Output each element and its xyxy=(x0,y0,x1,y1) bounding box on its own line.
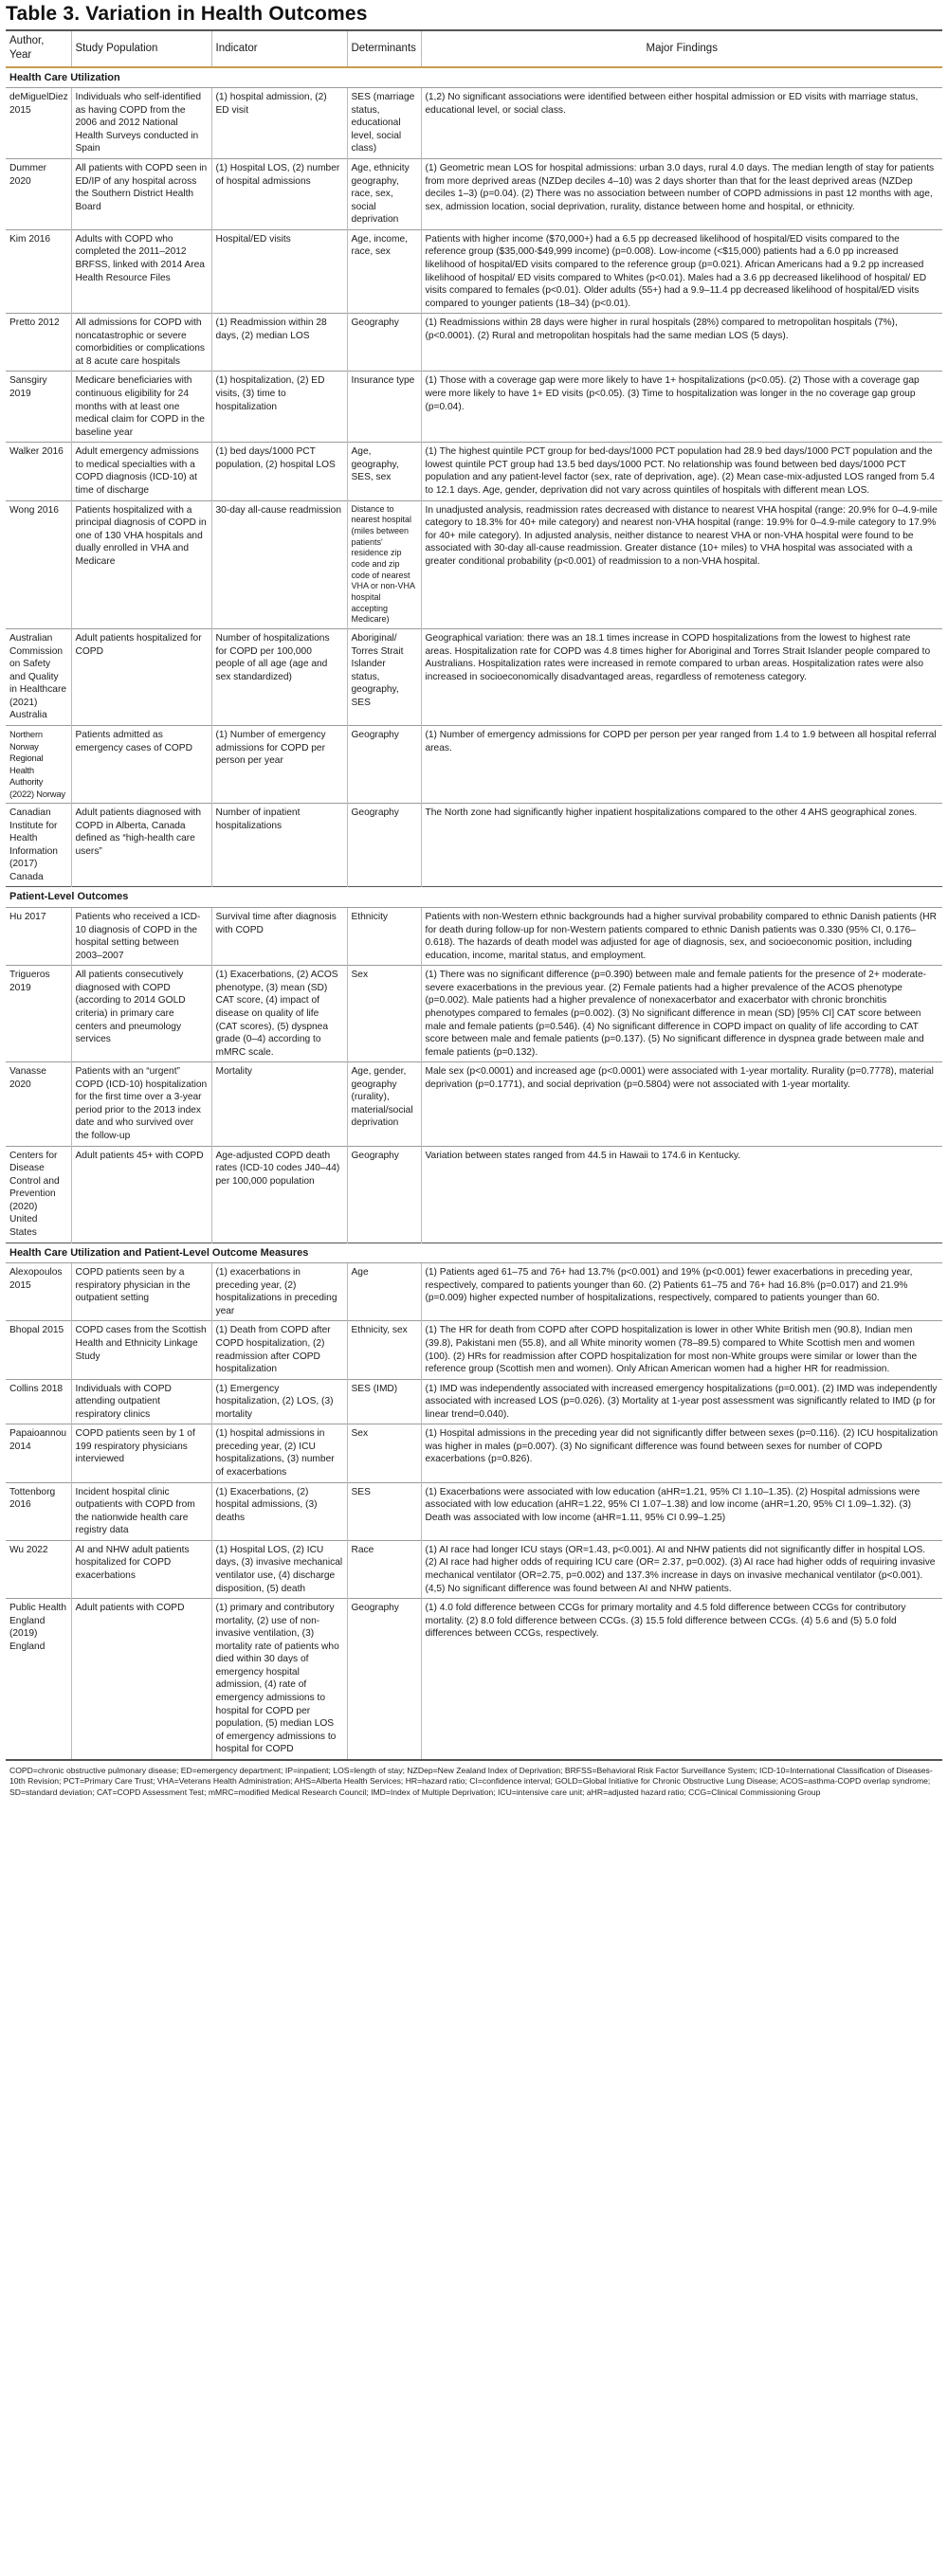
cell-indicator: (1) Exacerbations, (2) hospital admissions, (3) deaths xyxy=(211,1482,347,1540)
table-row xyxy=(6,1599,942,1759)
cell-author: Canadian Institute for Health Information (2017) Canada xyxy=(6,804,71,887)
cell-indicator: Age-adjusted COPD death rates (ICD-10 codes J40–44) per 100,000 population xyxy=(211,1146,347,1243)
cell-findings: (1) Patients aged 61–75 and 76+ had 13.7% (p<0.001) and 19% (p<0.001) fewer exacerbations in preceding year, respectively, compared to patients younger than 60. (2) Patients 61–75 and 76+ had 16.8% (p=0.017) and 21.9% (p=0.009) higher expected number of hospitalizations, respectively, compared to patients younger than 60. xyxy=(421,1263,942,1321)
cell-indicator: (1) Readmission within 28 days, (2) median LOS xyxy=(211,314,347,372)
cell-findings: (1) 4.0 fold difference between CCGs for primary mortality and 4.5 fold difference between CCGs for contributory mortality. (2) 8.0 fold difference between CCGs. (3) 15.5 fold difference between CCGs. (4) 5.6 and (5) 5.0 fold differences between CCGs, respectively. xyxy=(421,1599,942,1759)
table-row xyxy=(6,88,942,159)
cell-author: Sansgiry 2019 xyxy=(6,372,71,443)
cell-findings: (1) Exacerbations were associated with low education (aHR=1.21, 95% CI 1.10–1.35). (2) Hospital admissions were associated with low education (aHR=1.22, 95% CI 1.07–1.38) and low income (aHR=1.20, 95% CI 1.09–1.32). (3) Death was associated with low income (aHR=1.11, 95% CI 0.99–1.25) xyxy=(421,1482,942,1540)
table-row xyxy=(6,1540,942,1598)
outcomes-table xyxy=(6,29,942,1759)
cell-findings: Variation between states ranged from 44.5 in Hawaii to 174.6 in Kentucky. xyxy=(421,1146,942,1243)
cell-author: Walker 2016 xyxy=(6,443,71,500)
table-body xyxy=(6,67,942,1759)
cell-author: Dummer 2020 xyxy=(6,159,71,230)
table-row xyxy=(6,966,942,1062)
cell-author: Kim 2016 xyxy=(6,229,71,313)
cell-indicator: (1) Emergency hospitalization, (2) LOS, (3) mortality xyxy=(211,1379,347,1424)
table-row xyxy=(6,372,942,443)
table-row xyxy=(6,314,942,372)
cell-author: Northern Norway Regional Health Authority (2022) Norway xyxy=(6,726,71,804)
table-row xyxy=(6,1321,942,1379)
section-header-row xyxy=(6,1243,942,1263)
cell-indicator: (1) Number of emergency admissions for COPD per person per year xyxy=(211,726,347,804)
cell-determinants: SES xyxy=(347,1482,421,1540)
cell-author: Public Health England (2019) England xyxy=(6,1599,71,1759)
cell-indicator: (1) bed days/1000 PCT population, (2) hospital LOS xyxy=(211,443,347,500)
cell-indicator: (1) exacerbations in preceding year, (2) hospitalizations in preceding year xyxy=(211,1263,347,1321)
cell-author: Wu 2022 xyxy=(6,1540,71,1598)
cell-population: Adults with COPD who completed the 2011–2012 BRFSS, linked with 2014 Area Health Resource Files xyxy=(71,229,211,313)
cell-indicator: Number of inpatient hospitalizations xyxy=(211,804,347,887)
cell-population: Adult patients with COPD xyxy=(71,1599,211,1759)
header-indicator: Indicator xyxy=(211,30,347,67)
table-row xyxy=(6,229,942,313)
table-row xyxy=(6,1146,942,1243)
cell-population: Adult patients hospitalized for COPD xyxy=(71,629,211,726)
cell-indicator: 30-day all-cause readmission xyxy=(211,500,347,629)
cell-indicator: (1) Hospital LOS, (2) ICU days, (3) invasive mechanical ventilator use, (4) discharge disposition, (5) death xyxy=(211,1540,347,1598)
cell-indicator: (1) Hospital LOS, (2) number of hospital admissions xyxy=(211,159,347,230)
cell-findings: Patients with non-Western ethnic backgrounds had a higher survival probability compared to ethnic Danish patients (HR for death during follow-up for non-Western patients compared to ethnic Danish patients was 0.330 (95% CI, 0.176–0.618). The hazards of death model was adjusted for age of diagnosis, sex, and socioeconomic position, including education, income, marital status, and employment. xyxy=(421,908,942,966)
table-row xyxy=(6,804,942,887)
header-author: Author, Year xyxy=(6,30,71,67)
cell-findings: (1) AI race had longer ICU stays (OR=1.43, p<0.001). AI and NHW patients did not significantly differ in hospital LOS. (2) AI race had higher odds of requiring ICU care (OR= 2.37, p=0.002). (3) AI race had higher odds of requiring invasive mechanical ventilator (OR=2.75, p=0.002) and 137.3% increase in days on invasive mechanical ventilator (p<0.001). (4,5) No significant difference was found between AI and NHW patients. xyxy=(421,1540,942,1598)
cell-determinants: Sex xyxy=(347,1424,421,1482)
cell-determinants: Age, income, race, sex xyxy=(347,229,421,313)
cell-determinants: Age xyxy=(347,1263,421,1321)
cell-determinants: Geography xyxy=(347,804,421,887)
cell-findings: In unadjusted analysis, readmission rates decreased with distance to nearest VHA hospital (range: 20.9% for 0–4.9-mile category to 18.3% for 40+ mile category) and nearest non-VHA hospital (range: 19.9% for 0–4.9-mile category to 17.9% for 40+ mile category). In adjusted analysis, neither distance to nearest VHA or non-VHA hospital were found to be associated with 30-day all-cause readmission. Greater distance (10+ miles) to VHA hospital was associated with a greater conditional probability (p<0.001) of readmission to a non-VHA hospital. xyxy=(421,500,942,629)
cell-indicator: (1) hospitalization, (2) ED visits, (3) time to hospitalization xyxy=(211,372,347,443)
cell-population: Patients admitted as emergency cases of COPD xyxy=(71,726,211,804)
cell-author: deMiguelDiez 2015 xyxy=(6,88,71,159)
cell-findings: Patients with higher income ($70,000+) had a 6.5 pp decreased likelihood of hospital/ED visits compared to the reference group ($35,000-$49,999 income) (p=0.008). Low-income (<$15,000) patients had a 6.0 pp increased likelihood of hospital/ED visits compared to the reference group (p=0.021). African Americans had a 9.2 pp increased likelihood of hospital/ ED visits compared to Whites (p<0.01). Males had a 3.6 pp decreased likelihood of hospital/ ED visits compared to females (p<0.01). Older adults (55+) had a 9.9–11.4 pp decreased likelihood of hospital/ED visits compared to younger patients (18–34) (p<0.01). xyxy=(421,229,942,313)
table-row xyxy=(6,159,942,230)
cell-findings: (1) Readmissions within 28 days were higher in rural hospitals (28%) compared to metropolitan hospitals (7%), (p<0.0001). (2) Rural and metropolitan hospitals had the same median LOS (5 days). xyxy=(421,314,942,372)
cell-author: Alexopoulos 2015 xyxy=(6,1263,71,1321)
cell-determinants: Insurance type xyxy=(347,372,421,443)
table-row xyxy=(6,908,942,966)
cell-indicator: (1) Death from COPD after COPD hospitalization, (2) readmission after COPD hospitalization xyxy=(211,1321,347,1379)
cell-determinants: Race xyxy=(347,1540,421,1598)
section-title: Health Care Utilization and Patient-Level Outcome Measures xyxy=(6,1243,942,1263)
section-title: Health Care Utilization xyxy=(6,67,942,88)
cell-population: All admissions for COPD with noncatastrophic or severe comorbidities or complications at 8 acute care hospitals xyxy=(71,314,211,372)
table-row xyxy=(6,1263,942,1321)
section-header-row xyxy=(6,887,942,908)
cell-findings: (1) Hospital admissions in the preceding year did not significantly differ between sexes (p=0.116). (2) ICU hospitalization was higher in males (p=0.007). (3) No significant difference was found between sexes for number of COPD exacerbations (p=0.826). xyxy=(421,1424,942,1482)
cell-indicator: Number of hospitalizations for COPD per 100,000 people of all age (age and sex standardized) xyxy=(211,629,347,726)
table-row xyxy=(6,1379,942,1424)
header-row xyxy=(6,30,942,67)
cell-population: Patients who received a ICD-10 diagnosis of COPD in the hospital setting between 2003–2007 xyxy=(71,908,211,966)
header-determinants: Determinants xyxy=(347,30,421,67)
section-header-row xyxy=(6,67,942,88)
cell-population: COPD patients seen by 1 of 199 respiratory physicians interviewed xyxy=(71,1424,211,1482)
cell-population: AI and NHW adult patients hospitalized for COPD exacerbations xyxy=(71,1540,211,1598)
cell-indicator: Hospital/ED visits xyxy=(211,229,347,313)
cell-determinants: Geography xyxy=(347,314,421,372)
cell-author: Pretto 2012 xyxy=(6,314,71,372)
cell-population: Adult patients 45+ with COPD xyxy=(71,1146,211,1243)
cell-determinants: Ethnicity xyxy=(347,908,421,966)
cell-indicator: (1) primary and contributory mortality, (2) use of non-invasive ventilation, (3) mortality rate of patients who died within 30 days of emergency hospital admission, (4) rate of emergency admissions to hospital for COPD per population, (5) median LOS of emergency admissions to hospital for COPD xyxy=(211,1599,347,1759)
cell-findings: (1,2) No significant associations were identified between either hospital admission or ED visits with marriage status, educational level, or social class. xyxy=(421,88,942,159)
cell-determinants: Distance to nearest hospital (miles between patients' residence zip code and zip code of nearest VHA or non-VHA hospital accepting Medicare) xyxy=(347,500,421,629)
table-title: Table 3. Variation in Health Outcomes xyxy=(6,3,368,25)
cell-findings: Geographical variation: there was an 18.1 times increase in COPD hospitalizations from the lowest to highest rate areas. Hospitalization rate for COPD was 4.8 times higher for Aboriginal and Torres Strait Islander people compared to Australians. Hospitalization rates were increased in remote compared to urban areas. Hospitalization rates were also increased in socioeconomically disadvantaged areas, regardless of remoteness category. xyxy=(421,629,942,726)
cell-determinants: Geography xyxy=(347,1146,421,1243)
cell-determinants: Age, ethnicity geography, race, sex, social deprivation xyxy=(347,159,421,230)
cell-author: Tottenborg 2016 xyxy=(6,1482,71,1540)
cell-findings: (1) Those with a coverage gap were more likely to have 1+ hospitalizations (p<0.05). (2) Those with a coverage gap were more likely to have 1+ ED visits (p<0.05). (3) Time to hospitalization was longer in the no coverage gap group (p=0.04). xyxy=(421,372,942,443)
cell-population: Individuals who self-identified as having COPD from the 2006 and 2012 National Health Surveys conducted in Spain xyxy=(71,88,211,159)
cell-author: Vanasse 2020 xyxy=(6,1062,71,1146)
cell-determinants: Geography xyxy=(347,726,421,804)
table-row xyxy=(6,1482,942,1540)
cell-determinants: SES (marriage status, educational level, social class) xyxy=(347,88,421,159)
cell-author: Collins 2018 xyxy=(6,1379,71,1424)
table-row xyxy=(6,726,942,804)
header-population: Study Population xyxy=(71,30,211,67)
header-findings: Major Findings xyxy=(421,30,942,67)
cell-author: Australian Commission on Safety and Quality in Healthcare (2021) Australia xyxy=(6,629,71,726)
cell-author: Centers for Disease Control and Prevention (2020) United States xyxy=(6,1146,71,1243)
cell-population: All patients with COPD seen in ED/IP of any hospital across the Southern District Health Board xyxy=(71,159,211,230)
cell-author: Trigueros 2019 xyxy=(6,966,71,1062)
cell-author: Wong 2016 xyxy=(6,500,71,629)
cell-author: Papaioannou 2014 xyxy=(6,1424,71,1482)
footnote: COPD=chronic obstructive pulmonary disease; ED=emergency department; IP=inpatient; LOS=length of stay; NZDep=New Zealand Index of Deprivation; BRFSS=Behavioral Risk Factor Surveillance System; ICD-10=International Classification of Diseases-10th Revision; PCT=Primary Care Trust; VHA=Veterans Health Administration; AHS=Alberta Health Services; HR=hazard ratio; CI=confidence interval; GOLD=Global Initiative for Chronic Obstructive Lung Disease; ACOS=asthma-COPD overlap syndrome; SD=standard deviation; CAT=COPD Assessment Test; mMRC=modified Medical Research Council; IMD=Index of Multiple Deprivation; ICU=intensive care unit; aHR=adjusted hazard ratio; CCG=Clinical Commissioning Group xyxy=(6,1759,942,1803)
table-row xyxy=(6,443,942,500)
cell-determinants: Age, geography, SES, sex xyxy=(347,443,421,500)
cell-indicator: (1) hospital admissions in preceding year, (2) ICU hospitalizations, (3) number of exacerbations xyxy=(211,1424,347,1482)
section-title: Patient-Level Outcomes xyxy=(6,887,942,908)
cell-indicator: (1) hospital admission, (2) ED visit xyxy=(211,88,347,159)
table-row xyxy=(6,500,942,629)
cell-findings: Male sex (p<0.0001) and increased age (p<0.0001) were associated with 1-year mortality. Rurality (p=0.7778), material deprivation (p=0.1771), and social deprivation (p=0.5804) were not associated with 1-year mortality. xyxy=(421,1062,942,1146)
cell-population: Adult patients diagnosed with COPD in Alberta, Canada defined as “high-health care users” xyxy=(71,804,211,887)
cell-determinants: Age, gender, geography (rurality), material/social deprivation xyxy=(347,1062,421,1146)
cell-indicator: (1) Exacerbations, (2) ACOS phenotype, (3) mean (SD) CAT score, (4) impact of disease on quality of life (CAT scores), (5) dyspnea grade (0–4) according to mMRC scale. xyxy=(211,966,347,1062)
cell-determinants: Ethnicity, sex xyxy=(347,1321,421,1379)
cell-findings: (1) Number of emergency admissions for COPD per person per year ranged from 1.4 to 1.9 between all hospital referral areas. xyxy=(421,726,942,804)
cell-findings: (1) The HR for death from COPD after COPD hospitalization is lower in other White British men (90.8), Indian men (39.8), Pakistani men (55.8), and all White minority women (78–89.5) compared to White Scottish men and women (100). (2) HRs for readmission after COPD hospitalization for most non-White groups were similar or lower than the reference group (Scottish men and women). Only African American women had a higher HR for readmission. xyxy=(421,1321,942,1379)
cell-findings: (1) There was no significant difference (p=0.390) between male and female patients for the presence of 2+ moderate-severe exacerbations in the previous year. (2) Female patients had a higher prevalence of the ACOS phenotype (p=0.002). Male patients had a higher prevalence of nonexacerbator and exacerbator with chronic bronchitis phenotypes compared to females (p=0.002). (3) No significant difference in mean (SD) [95% CI] CAT score between male and female patients (p=0.546). (4) No significant difference in COPD impact on quality of life according to CAT score between male and female patients (p=0.137). (5) No significant difference in dyspnea grade between male and female patients (p=0.132). xyxy=(421,966,942,1062)
cell-author: Hu 2017 xyxy=(6,908,71,966)
cell-population: Individuals with COPD attending outpatient respiratory clinics xyxy=(71,1379,211,1424)
cell-population: COPD cases from the Scottish Health and Ethnicity Linkage Study xyxy=(71,1321,211,1379)
cell-population: Medicare beneficiaries with continuous eligibility for 24 months with at least one medical claim for COPD in the baseline year xyxy=(71,372,211,443)
cell-population: Adult emergency admissions to medical specialties with a COPD diagnosis (ICD-10) at time of discharge xyxy=(71,443,211,500)
cell-findings: (1) Geometric mean LOS for hospital admissions: urban 3.0 days, rural 4.0 days. The median length of stay for patients from more deprived areas (NZDep deciles 4–10) was 2 days shorter than that for the least deprived areas (NZDep deciles 1–3) (p=0.04). (2) There was no association between number of COPD admissions in past 12 months with age, sex, admission location, social deprivation, rurality, distance between home and hospital, or ethnicity. xyxy=(421,159,942,230)
cell-indicator: Survival time after diagnosis with COPD xyxy=(211,908,347,966)
cell-population: Patients hospitalized with a principal diagnosis of COPD in one of 130 VHA hospitals and dually enrolled in VHA and Medicare xyxy=(71,500,211,629)
cell-population: All patients consecutively diagnosed with COPD (according to 2014 GOLD criteria) in primary care centers and pneumology services xyxy=(71,966,211,1062)
cell-determinants: SES (IMD) xyxy=(347,1379,421,1424)
cell-population: Incident hospital clinic outpatients with COPD from the nationwide health care registry data xyxy=(71,1482,211,1540)
cell-determinants: Geography xyxy=(347,1599,421,1759)
cell-determinants: Sex xyxy=(347,966,421,1062)
cell-population: Patients with an “urgent” COPD (ICD-10) hospitalization for the first time over a 3-year period prior to the 2013 index date and who survived over the follow-up xyxy=(71,1062,211,1146)
cell-determinants: Aboriginal/ Torres Strait Islander status, geography, SES xyxy=(347,629,421,726)
cell-population: COPD patients seen by a respiratory physician in the outpatient setting xyxy=(71,1263,211,1321)
cell-findings: (1) IMD was independently associated with increased emergency hospitalizations (p=0.001). (2) IMD was independently associated with increased LOS (p=0.026). (3) Mortality at 1-year post assessment was significantly related to IMD (p for linear trend=0.040). xyxy=(421,1379,942,1424)
cell-indicator: Mortality xyxy=(211,1062,347,1146)
table-row xyxy=(6,629,942,726)
table-row xyxy=(6,1062,942,1146)
cell-findings: The North zone had significantly higher inpatient hospitalizations compared to the other 4 AHS geographical zones. xyxy=(421,804,942,887)
cell-author: Bhopal 2015 xyxy=(6,1321,71,1379)
table-row xyxy=(6,1424,942,1482)
cell-findings: (1) The highest quintile PCT group for bed-days/1000 PCT population had 28.9 bed days/1000 PCT population and the lowest quintile PCT group had 13.5 bed days/1000 PCT. No relationship was found between bed days/1000 PCT population and any patient-level factor (sex, rate of deprivation, age). (2) Mean case-mix-adjusted LOS ranged from 5.4 to 12.1 days. Age, gender, deprivation did not vary across quintiles of hospitals with different mean LOS. xyxy=(421,443,942,500)
